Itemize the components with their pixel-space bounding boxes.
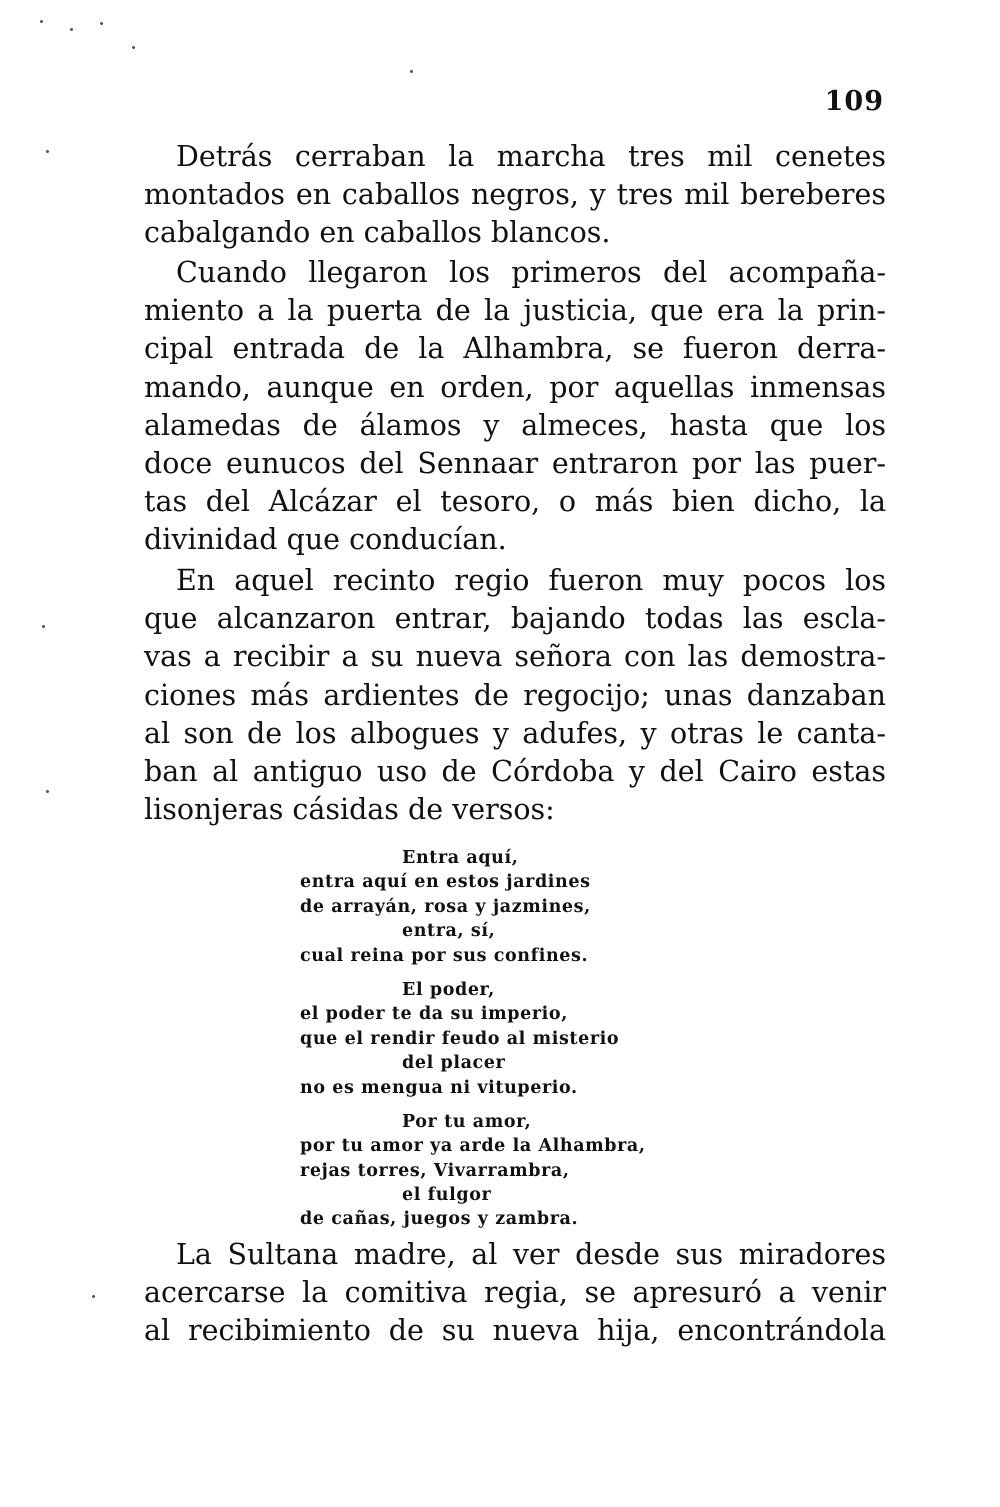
verse: rejas torres, Vivarrambra, [300, 1160, 570, 1181]
poem [300, 846, 720, 1242]
text-line: ciones más ardientes de regocijo; unas danzaban [144, 678, 886, 712]
stanza-1 [300, 846, 720, 968]
text-line: al recibimiento de su nueva hija, encontrándola [144, 1314, 886, 1348]
scan-speck [100, 22, 103, 25]
text-line: ban al antiguo uso de Córdoba y del Cairo estas [144, 754, 886, 788]
verse: por tu amor ya arde la Alhambra, [300, 1136, 646, 1157]
verse: que el rendir feudo al misterio [300, 1028, 620, 1049]
verse: entra, sí, [402, 921, 496, 942]
text-line: tas del Alcázar el tesoro, o más bien dicho, la [144, 485, 886, 519]
text-line: cipal entrada de la Alhambra, se fueron derra- [144, 332, 886, 366]
verse: del placer [402, 1053, 506, 1074]
verse: entra aquí en estos jardines [300, 872, 591, 893]
text-line: acercarse la comitiva regia, se apresuró a venir [144, 1276, 886, 1310]
text-line: alamedas de álamos y almeces, hasta que los [144, 408, 886, 442]
text-line: montados en caballos negros, y tres mil bereberes [144, 178, 886, 212]
verse: Por tu amor, [402, 1111, 532, 1132]
scan-speck [40, 20, 43, 23]
text-line: Detrás cerraban la marcha tres mil cenetes [176, 140, 886, 173]
scan-speck [70, 28, 73, 31]
verse: cual reina por sus confines. [300, 945, 589, 966]
text-line: doce eunucos del Sennaar entraron por las puer- [144, 446, 886, 480]
paragraph-3 [144, 562, 886, 829]
scan-speck [46, 150, 49, 153]
verse: no es mengua ni vituperio. [300, 1077, 578, 1098]
verse: El poder, [402, 979, 495, 1000]
verse: el poder te da su imperio, [300, 1004, 568, 1025]
text-line: La Sultana madre, al ver desde sus miradores [176, 1238, 886, 1271]
text-line: vas a recibir a su nueva señora con las demostra- [144, 640, 886, 674]
verse: de cañas, juegos y zambra. [300, 1209, 579, 1230]
scan-speck [92, 1295, 95, 1298]
text-line: Cuando llegaron los primeros del acompaña- [176, 256, 886, 289]
page-number: 109 [824, 86, 884, 117]
stanza-3 [300, 1110, 720, 1232]
text-line: lisonjeras cásidas de versos: [144, 793, 555, 827]
verse: de arrayán, rosa y jazmines, [300, 896, 591, 917]
verse: el fulgor [402, 1185, 492, 1206]
text-line: al son de los albogues y adufes, y otras le canta- [144, 716, 886, 750]
scan-speck [46, 790, 49, 793]
text-line: que alcanzaron entrar, bajando todas las escla- [144, 602, 886, 636]
text-line: divinidad que conducían. [144, 523, 507, 557]
scan-speck [410, 70, 413, 73]
stanza-2 [300, 978, 720, 1100]
scan-speck [132, 46, 135, 49]
text-line: En aquel recinto regio fueron muy pocos los [176, 564, 886, 597]
text-line: miento a la puerta de la justicia, que era la prin- [144, 294, 886, 328]
paragraph-2 [144, 254, 886, 560]
verse: Entra aquí, [402, 848, 519, 868]
text-line: cabalgando en caballos blancos. [144, 216, 611, 250]
paragraph-1 [144, 138, 886, 253]
text-line: mando, aunque en orden, por aquellas inmensas [144, 370, 886, 404]
scan-speck [42, 625, 45, 628]
paragraph-4 [144, 1236, 886, 1351]
